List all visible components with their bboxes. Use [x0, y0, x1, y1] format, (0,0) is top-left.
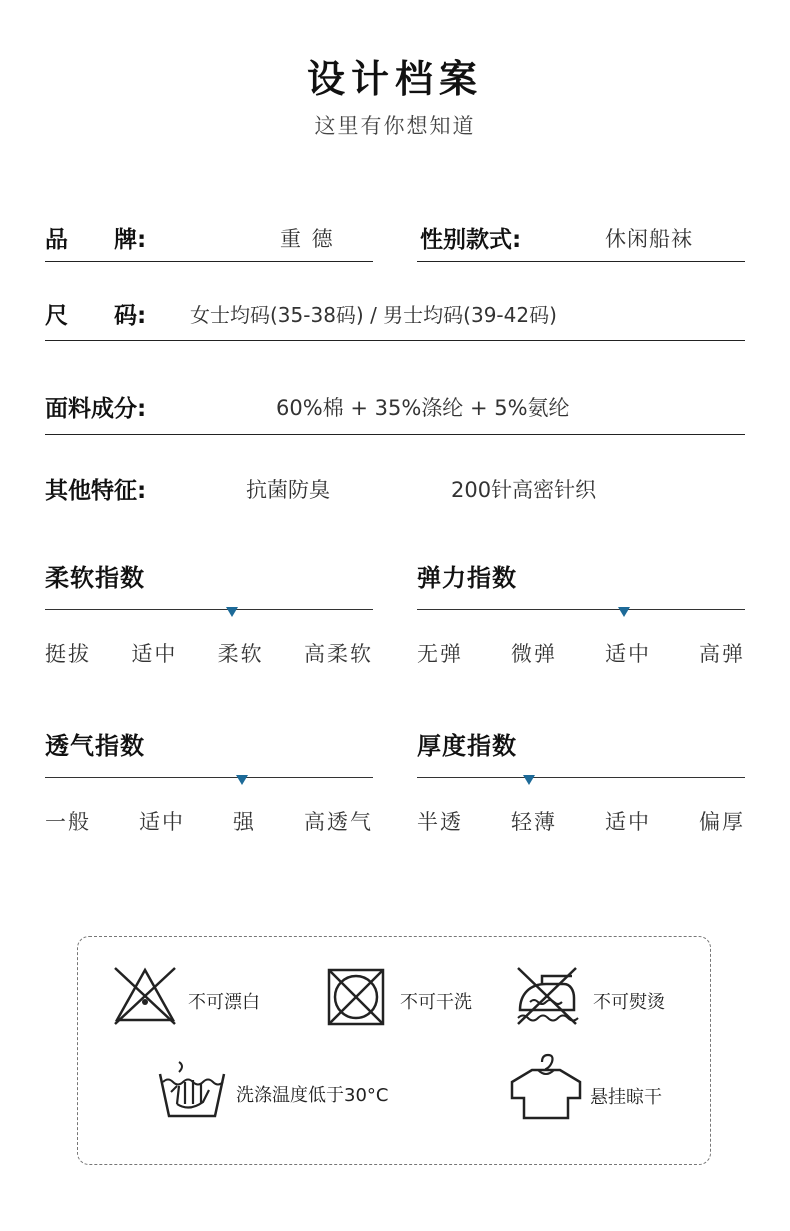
style-label: 性别款式: [420, 227, 522, 253]
no-bleach-label: 不可漂白 [188, 992, 260, 1013]
size-value: 女士均码(35-38码) / 男士均码(39-42码) [190, 303, 557, 327]
softness-level: 柔软 [217, 642, 264, 666]
thickness-level: 半透 [417, 810, 463, 834]
softness-scale-line [45, 609, 373, 610]
elasticity-level: 微弹 [511, 642, 557, 666]
thickness-marker [523, 775, 535, 785]
style-divider [417, 261, 745, 262]
elasticity-level: 适中 [605, 642, 651, 666]
elasticity-title: 弹力指数 [417, 564, 517, 592]
features-label: 其他特征: [45, 478, 147, 504]
thickness-level: 轻薄 [511, 810, 557, 834]
softness-level: 挺拔 [45, 642, 91, 666]
no-dryclean-label: 不可干洗 [400, 992, 472, 1013]
breathability-level: 高透气 [304, 810, 373, 834]
breathability-marker [236, 775, 248, 785]
softness-level: 适中 [131, 642, 178, 666]
page-subtitle: 这里有你想知道 [314, 114, 476, 138]
size-divider [45, 340, 745, 341]
softness-marker [226, 607, 238, 617]
hang-dry-icon [510, 1052, 582, 1120]
size-label: 尺 码: [45, 303, 147, 329]
fabric-value: 60%棉 + 35%涤纶 + 5%氨纶 [276, 396, 570, 420]
brand-value: 重 德 [280, 227, 335, 251]
no-iron-label: 不可熨烫 [593, 992, 665, 1013]
fabric-label: 面料成分: [45, 396, 147, 422]
style-value: 休闲船袜 [605, 227, 693, 251]
brand-label: 品 牌: [45, 227, 147, 253]
thickness-levels [417, 806, 745, 836]
thickness-level: 适中 [605, 810, 651, 834]
elasticity-scale-line [417, 609, 745, 610]
breathability-level: 一般 [45, 810, 91, 834]
no-dryclean-icon [326, 967, 386, 1027]
hand-wash-icon [157, 1056, 227, 1120]
fabric-divider [45, 434, 745, 435]
breathability-scale-line [45, 777, 373, 778]
softness-levels [45, 638, 373, 668]
elasticity-marker [618, 607, 630, 617]
softness-level: 高柔软 [303, 642, 373, 666]
page-title: 设计档案 [306, 57, 483, 101]
wash-temp-label: 洗涤温度低于30°C [236, 1085, 389, 1106]
softness-title: 柔软指数 [45, 564, 145, 592]
breathability-levels [45, 806, 373, 836]
thickness-title: 厚度指数 [417, 732, 517, 760]
elasticity-level: 高弹 [699, 642, 745, 666]
feature-knit: 200针高密针织 [451, 478, 597, 502]
feature-antibacterial: 抗菌防臭 [246, 478, 330, 502]
breathability-level: 适中 [139, 810, 185, 834]
breathability-level: 强 [233, 810, 256, 834]
breathability-title: 透气指数 [45, 732, 145, 760]
thickness-scale-line [417, 777, 745, 778]
no-bleach-icon [113, 966, 177, 1026]
no-iron-icon [512, 964, 582, 1028]
elasticity-level: 无弹 [417, 642, 463, 666]
brand-divider [45, 261, 373, 262]
elasticity-levels [417, 638, 745, 668]
hang-dry-label: 悬挂晾干 [590, 1087, 662, 1108]
thickness-level: 偏厚 [699, 810, 745, 834]
